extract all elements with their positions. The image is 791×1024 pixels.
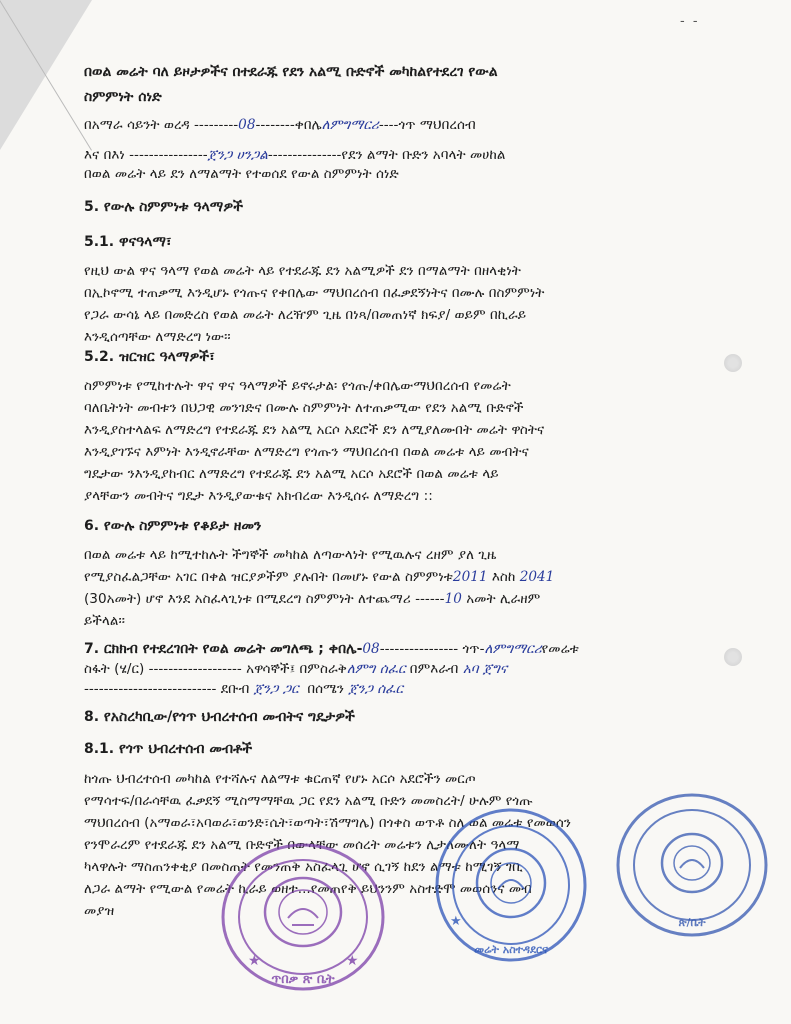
woreda-number-handwritten: 08	[238, 117, 256, 133]
section-8-1-line: ከጎጡ ህብረተሰብ መካከል የተሻሉና ለልማቱ ቁርጠኛ የሆኑ አርሶ አደሮችን መርጦ	[84, 771, 476, 787]
section-8-1-line: የማሳተፍ/በራሳቸዉ ፈቃደኝ ሚስማማቸዉ ጋር የደን አልሚ ቡድን መመስረት/ ሁሉም የጎጡ	[84, 793, 533, 809]
section-6-line-3: (30አመት) ሆኖ እንደ አስፈላጊነቱ በሚደረግ ስምምነት ለተጨማሪ ------10 አመት ሊራዘም	[84, 591, 541, 607]
corner-marks: - -	[680, 14, 700, 29]
west-boundary-handwritten: አባ ጀግና	[462, 661, 508, 677]
section-6-line-4: ይችላል፡፡	[84, 613, 125, 629]
section-5-2-heading: 5.2. ዝርዝር ዓላማዎች፣	[84, 349, 215, 365]
svg-text:★: ★	[248, 953, 261, 969]
section-5-2-line: ባለቤትነት መብቱን በህጋዊ መንገድና በሙሉ ስምምነት ለተጠቃሚው የደን አልሚ ቡድኖች	[84, 400, 524, 416]
svg-text:★: ★	[450, 914, 462, 929]
extension-years-handwritten: 10	[444, 591, 462, 607]
svg-text:★: ★	[346, 953, 359, 969]
group-name-handwritten: ጀንጋ ሀንጋል	[207, 147, 268, 163]
doc-title-line-2: ስምምነት ሰነድ	[84, 89, 162, 105]
section-6-line-1: በወል መሬቱ ላይ ከሚተከሉት ችግኞች መካከል ለጣውላነት የሚዉሉና ረዘም ያለ ጊዜ	[84, 547, 497, 563]
party-line-2: እና በእነ ----------------ጀንጋ ሀንጋል---------------የደን ልማት ቡድን አባላት መሀከል	[84, 147, 506, 163]
section-5-1-line: እንዲሰጣቸው ለማድረግ ነው፡፡	[84, 329, 231, 345]
section-5-1-line: በኢኮኖሚ ተጠቃሚ እንዲሆኑ የጎጡና የቀበሌው ማህበረሰብ በፈቃደኝነትና በሙሉ በስምምነት	[84, 285, 545, 301]
section-6-line-2: የሚያስፈልጋቸው አገር በቀል ዝርያዎችም ያሉበት በመሆኑ የውል ስምምነቱ2011 እስከ 2041	[84, 569, 555, 585]
section-5-2-line: ግዴታው ንእንዲያከብር ለማድረግ የተደራጁ ደን አልሚ አርሶ አደሮች በወል መሬቱ ላይ	[84, 466, 499, 482]
section-5-2-line: ስምምነቱ የሚከተሉት ዋና ዋና ዓላማዎች ይኖሩታል፡ የጎጡ/ቀበሌውማህበረሰብ የመሬት	[84, 378, 511, 394]
section-8-1-heading: 8.1. የጎጥ ህብረተሰብ መብቶች	[84, 741, 253, 757]
section-5-1-line: የጋራ ውሳኔ ላይ በመድረስ የወል መሬት ለረዥም ጊዜ በነጻ/በመጠነኛ ክፍያ/ ወይም በኪራይ	[84, 307, 527, 323]
section-8-1-line: የንሞራረም የተደራጁ ደን አልሚ ቡድኖች በውላቸው መሰረት መሬቱን ሊታለሙለት ዓላማ	[84, 837, 520, 853]
section-5-2-line: እንዲያስተላልፍ ለማድረግ የተደራጁ ደን አልሚ አርሶ አደሮች ደን ለሚያለሙበት መሬት ዋስትና	[84, 422, 545, 438]
north-boundary-handwritten: ጀንጋ ሰፈር	[348, 681, 404, 697]
section-7-line-3: --------------------------- ደቡብ ጀንጋ ጋር በሰሜን ጀንጋ ሰፈር	[84, 681, 404, 697]
south-boundary-handwritten: ጀንጋ ጋር	[253, 681, 299, 697]
section-8-1-line: ለጋራ ልማት የሚውል የመሬት ኪራይ ወዘተ...የመጠየቅ ይህንንም አስተድሞ መወሰንና መብ	[84, 881, 532, 897]
party-line-3: በወል መሬት ላይ ደን ለማልማት የተወሰደ የውል ስምምነት ሰነድ	[84, 166, 399, 182]
stamp-2-bottom-text: መሬት አስተዳደርና	[474, 943, 548, 956]
party-line-1: በአማራ ሳይንት ወረዳ ---------08--------ቀበሌለምግማርሪ----ጎጥ ማህበረሰብ	[84, 117, 476, 133]
section-6-heading: 6. የውሉ ስምምነቱ የቆይታ ዘመን	[84, 518, 262, 534]
section-7-line-1: 7. ርክክብ የተደረገበት የወል መሬት መግለጫ ; ቀበሌ-08---------------- ጎጥ-ለምግማርሪየመሬቱ	[84, 641, 579, 657]
farmers-association-stamp	[612, 790, 772, 940]
section-5-2-line: እንዲያገኙና እምነት እንዲኖራቸው ለማድረግ የጎጡን ማህበረሰብ በወል መሬቱ ላይ መብትና	[84, 444, 529, 460]
sec7-kebele-number-handwritten: 08	[362, 641, 380, 657]
section-5-heading: 5. የውሉ ስምምነቱ ዓላማዎች	[84, 199, 243, 215]
section-5-1-line: የዚህ ውል ዋና ዓላማ የወል መሬት ላይ የተደራጁ ደን አልሚዎች ደን በማልማት በዘላቂነት	[84, 263, 521, 279]
east-boundary-handwritten: ለምግ ሰፈር	[346, 661, 406, 677]
section-8-1-line: ማህበረሰብ (አማወራ፣አባወራ፣ወንድ፣ሴት፣ወጣት፣ሽማግሌ) በጎቀስ ወጥቶ ስለ ወል መሬቱ የመወሰን	[84, 815, 571, 831]
doc-title-line-1: በወል መሬት ባለ ይዞታዎችና በተደራጁ የደን አልሚ ቡድኖች መካከልየተደረገ የውል	[84, 64, 498, 80]
section-8-1-line: መያዝ	[84, 903, 115, 919]
stamp-3-bottom-text: ጽ/ቤት	[678, 916, 706, 929]
binder-hole-bottom	[724, 648, 742, 666]
contract-end-year-handwritten: 2041	[519, 569, 555, 585]
contract-start-year-handwritten: 2011	[452, 569, 488, 585]
kebele-name-handwritten: ለምግማርሪ	[321, 117, 379, 133]
sec7-got-name-handwritten: ለምግማርሪ	[484, 641, 542, 657]
section-8-heading: 8. የአስረካቢው/የጎጥ ህብረተሰብ መብትና ግዴታዎች	[84, 709, 355, 725]
kebele-office-stamp	[218, 840, 388, 995]
section-5-1-heading: 5.1. ዋናዓላማ፣	[84, 234, 172, 250]
woreda-land-admin-stamp	[432, 805, 590, 965]
binder-hole-top	[724, 354, 742, 372]
section-7-line-2: ስፋት (ሄ/ር) ------------------- አዋሳኞች፤ በምስራቅለምግ ሰፈር በምእራብ አባ ጀግና	[84, 661, 508, 677]
section-5-2-line: ያላቸውን መብትና ግዴታ እንዲያውቁና አክብረው እንዲሰሩ ለማድረግ ::	[84, 488, 433, 504]
stamp-1-bottom-text: ጥበቃ ጽ ቤት	[271, 972, 335, 987]
section-8-1-line: ካላዋሉት ማስጠንቀቂያ በመስጠት የመንጠቅ አስፈላጊ ሆኖ ሲገኝ ከደን ልማቱ ከሚገኝ ገቢ	[84, 859, 523, 875]
